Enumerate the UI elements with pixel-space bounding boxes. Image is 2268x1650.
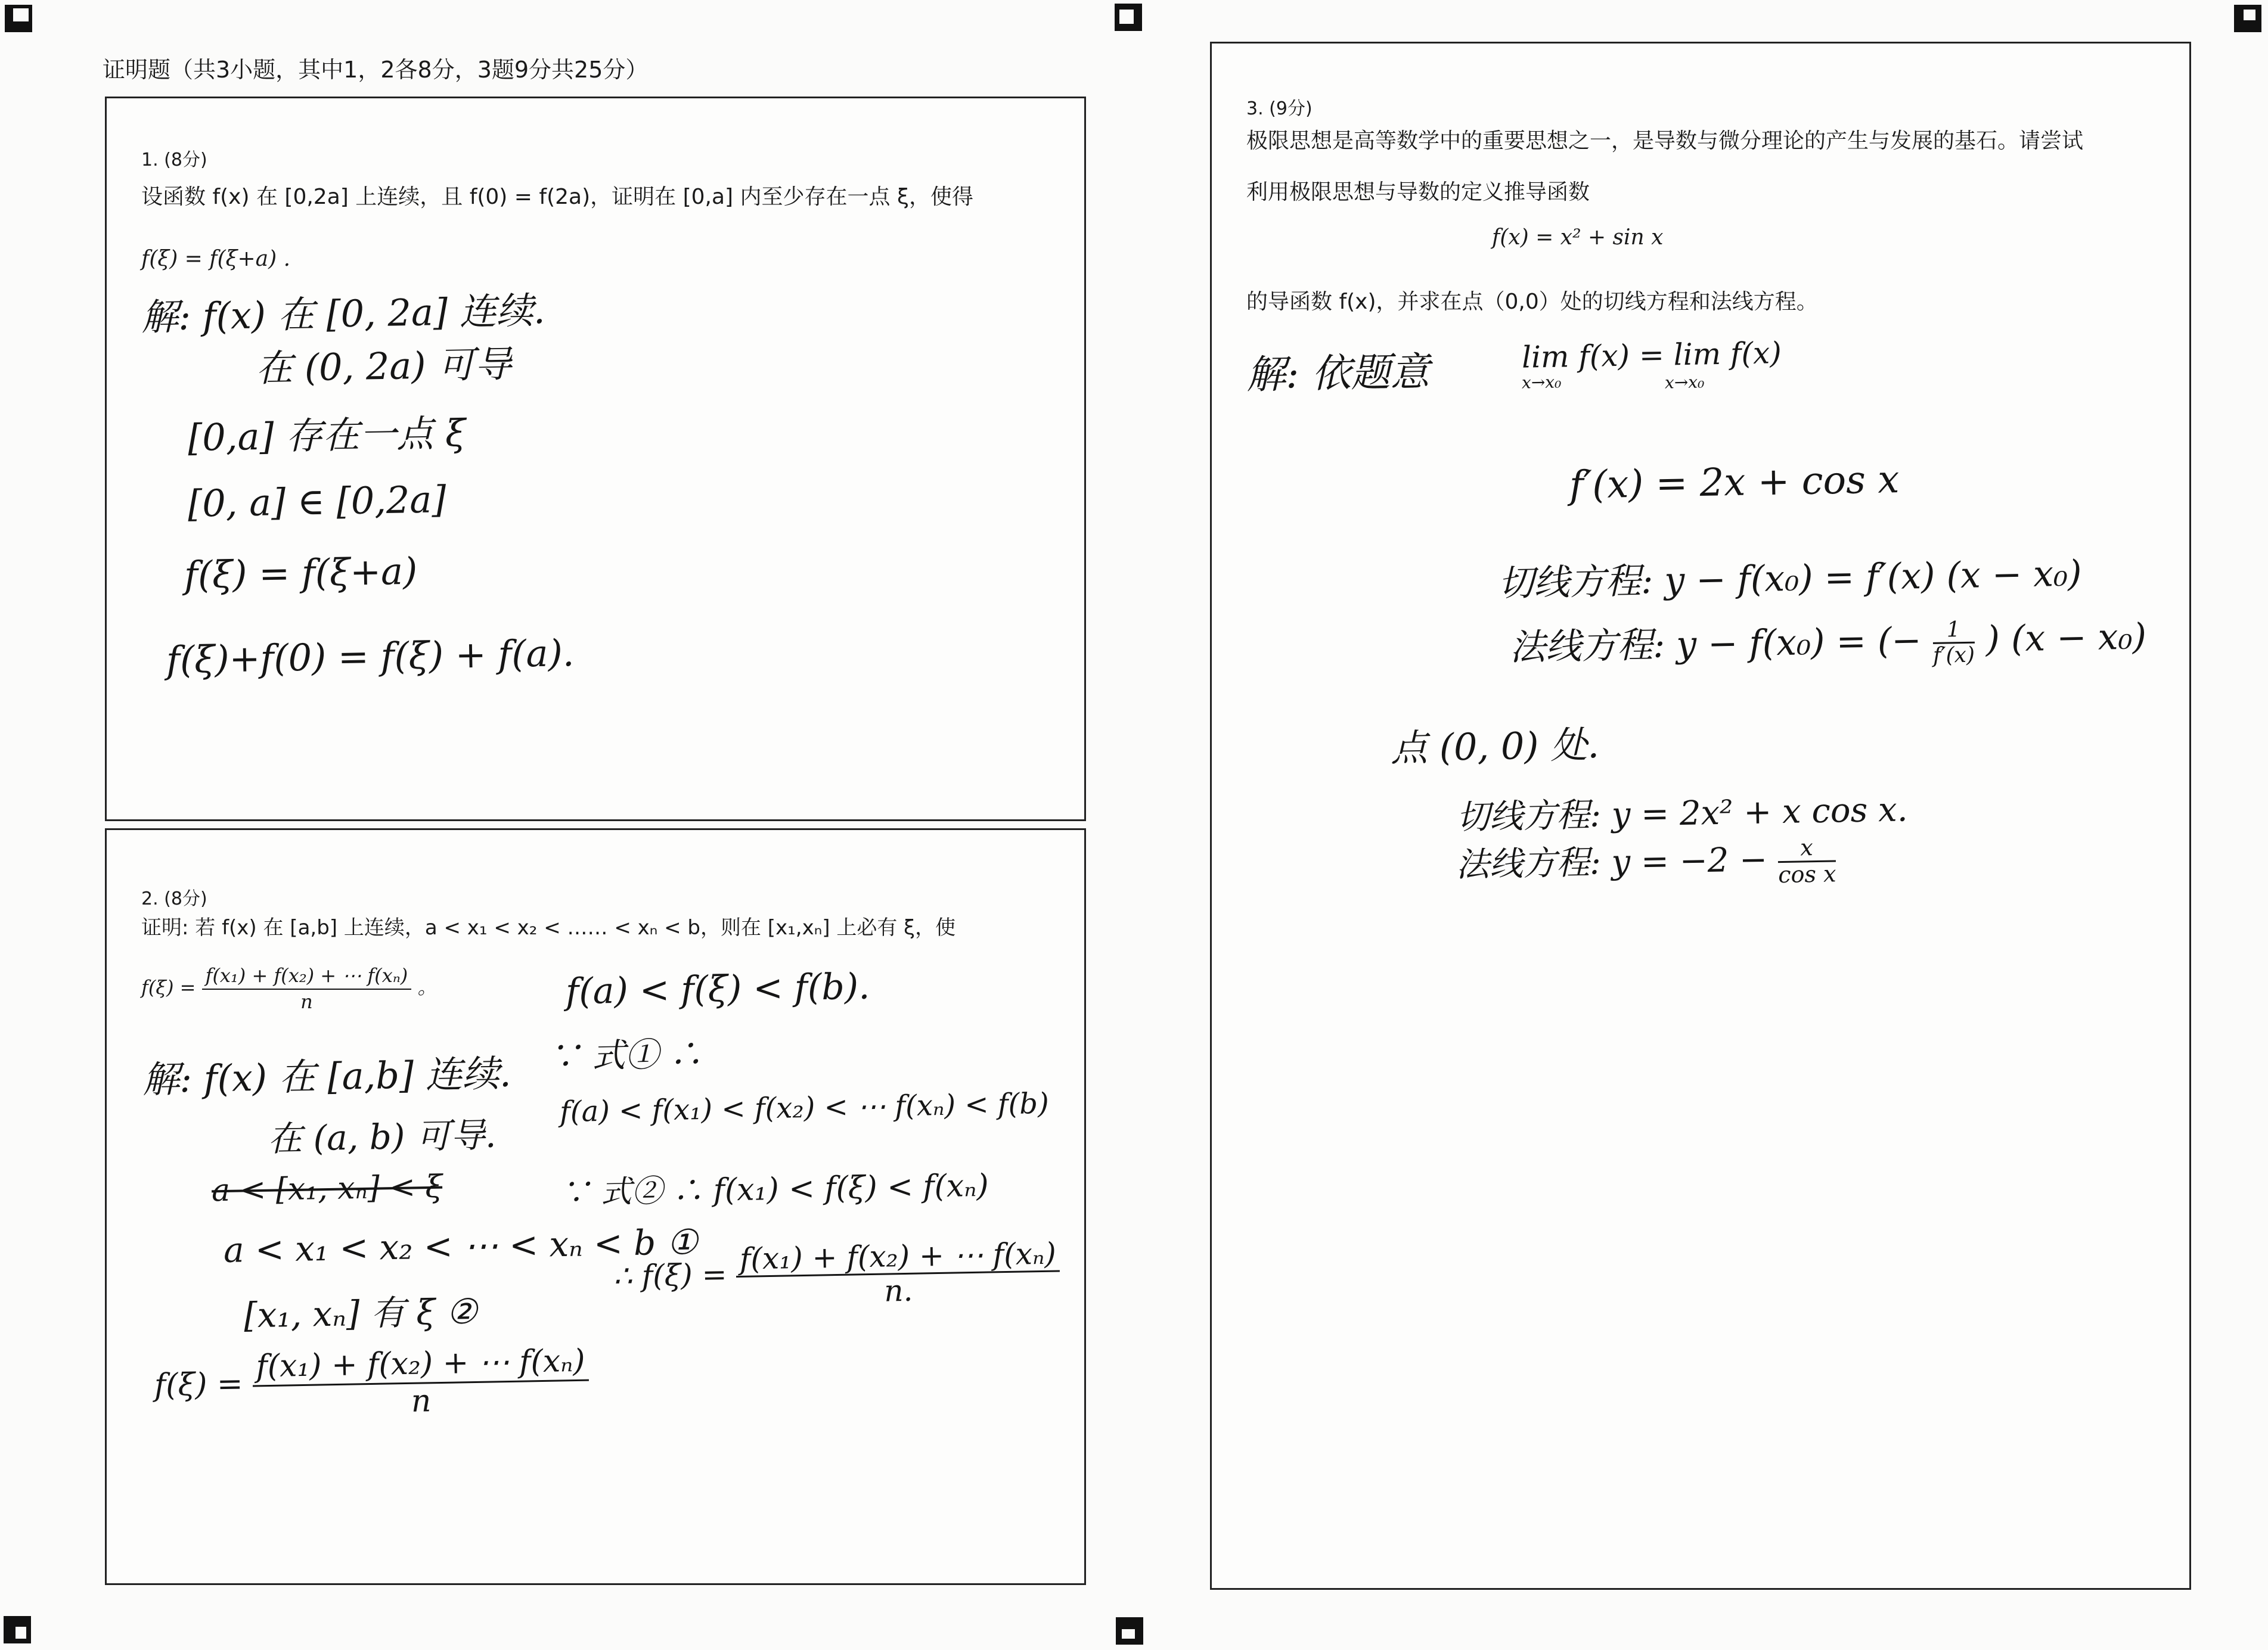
right-page [1134, 0, 2268, 1650]
q3-normal-general-numerator: 1 [1932, 618, 1975, 644]
q2-answer-left-crossed-out: a < [x₁, xₙ] < ξ [211, 1169, 443, 1209]
q1-answer-line-4: [0, a] ∈ [0,2a] [187, 477, 447, 526]
q3-answer-limit-sub-right: x→x₀ [1664, 372, 1705, 393]
q3-answer-tangent-general: 切线方程: y − f(x₀) = f′(x) (x − x₀) [1497, 552, 2083, 605]
q3-answer-intro: 解: 依题意 [1246, 349, 1430, 398]
q3-normal-general-denominator: f′(x) [1932, 642, 1975, 668]
q2-answer-left-numerator: f(x₁) + f(x₂) + ⋯ f(xₙ) [252, 1344, 589, 1387]
question-2-header: 2. (8分) [141, 888, 207, 909]
q3-normal-general-lhs: 法线方程: y − f(x₀) = (− [1509, 619, 1922, 669]
question-1-header: 1. (8分) [141, 150, 207, 170]
registration-mark-top-left [5, 5, 32, 32]
q1-answer-line-6: f(ξ)+f(0) = f(ξ) + f(a). [166, 631, 575, 682]
q2-answer-right-fraction-lhs: ∴ f(ξ) = [613, 1257, 728, 1294]
q3-normal-specific-fraction [1777, 835, 1836, 887]
section-title: 证明题（共3小题，其中1，2各8分，3题9分共25分） [103, 57, 649, 83]
q2-answer-right-denominator: n. [883, 1273, 913, 1309]
question-2-prompt: 证明: 若 f(x) 在 [a,b] 上连续，a < x₁ < x₂ < …… < xₙ < b，则在 [x₁,xₙ] 上必有 ξ，使 [141, 916, 956, 940]
q3-normal-specific-lhs: 法线方程: y = −2 − [1456, 840, 1768, 885]
q3-normal-general-rhs: ) (x − x₀) [1985, 616, 2147, 661]
q2-answer-left-line-3: a < x₁ < x₂ < ⋯ < xₙ < b ① [223, 1222, 699, 1270]
q2-formula-denominator: n [300, 990, 313, 1013]
q2-answer-right-line-4: ∵ 式② ∴ f(x₁) < f(ξ) < f(xₙ) [559, 1167, 989, 1211]
q3-normal-general-fraction [1932, 618, 1975, 667]
question-1-prompt-line-1: 设函数 f(x) 在 [0,2a] 上连续，且 f(0) = f(2a)，证明在 [0,a] 内至少存在一点 ξ，使得 [141, 185, 974, 209]
q2-formula-lhs: f(ξ) = [141, 976, 196, 999]
q2-answer-left-fraction-line [154, 1344, 590, 1424]
q2-formula-numerator: f(x₁) + f(x₂) + ⋯ f(xₙ) [202, 964, 412, 990]
q2-answer-left-line-1: 解: f(x) 在 [a,b] 连续. [142, 1051, 512, 1102]
q2-answer-right-fraction-line [613, 1237, 1060, 1312]
question-1-box [105, 97, 1086, 821]
q2-answer-left-line-2: 在 (a, b) 可导. [267, 1114, 497, 1160]
q3-answer-normal-general [1509, 615, 2146, 675]
q3-answer-tangent-specific: 切线方程: y = 2x² + x cos x. [1456, 790, 1908, 837]
q2-answer-right-numerator: f(x₁) + f(x₂) + ⋯ f(xₙ) [736, 1237, 1060, 1277]
q1-answer-line-5: f(ξ) = f(ξ+a) [184, 549, 418, 597]
question-2-box [105, 828, 1086, 1585]
q2-answer-right-line-3: f(a) < f(x₁) < f(x₂) < ⋯ f(xₙ) < f(b) [559, 1086, 1050, 1129]
question-3-prompt-line-3: 的导函数 f(x)，并求在点（0,0）处的切线方程和法线方程。 [1246, 290, 1818, 314]
q2-answer-left-fraction-lhs: f(ξ) = [154, 1366, 244, 1404]
q1-answer-line-3: [0,a] 存在一点 ξ [187, 411, 466, 460]
question-3-header: 3. (9分) [1246, 98, 1313, 119]
q3-answer-limit-sub-left: x→x₀ [1521, 372, 1562, 393]
q2-answer-left-line-4: [x₁, xₙ] 有 ξ ② [243, 1291, 478, 1336]
registration-mark-bottom-left [4, 1616, 31, 1643]
q2-formula-end: 。 [417, 976, 437, 999]
q3-answer-derivative: f′(x) = 2x + cos x [1569, 458, 1900, 508]
q3-answer-point: 点 (0, 0) 处. [1390, 722, 1600, 770]
q1-answer-line-2: 在 (0, 2a) 可导 [255, 342, 512, 390]
question-1-prompt-line-2: f(ξ) = f(ξ+a) . [141, 247, 291, 271]
q2-answer-right-line-2: ∵ 式① ∴ [547, 1034, 703, 1077]
q1-answer-line-1: 解: f(x) 在 [0, 2a] 连续. [141, 288, 546, 339]
q2-answer-left-denominator: n [411, 1383, 432, 1419]
question-2-formula [141, 964, 436, 1014]
q3-answer-normal-specific [1456, 835, 1836, 893]
question-3-box [1210, 42, 2191, 1590]
question-3-function: f(x) = x² + sin x [1492, 225, 1664, 250]
q2-answer-right-fraction [736, 1237, 1061, 1310]
q3-answer-limit: lim f(x) = lim f(x) [1521, 335, 1782, 375]
q2-answer-left-fraction [252, 1344, 590, 1422]
q2-formula-fraction [202, 964, 412, 1014]
q2-answer-right-line-1: f(a) < f(ξ) < f(b). [565, 965, 870, 1013]
question-3-prompt-line-1: 极限思想是高等数学中的重要思想之一，是导数与微分理论的产生与发展的基石。请尝试 [1246, 129, 2084, 153]
q3-normal-specific-denominator: cos x [1777, 860, 1836, 888]
question-3-prompt-line-2: 利用极限思想与导数的定义推导函数 [1246, 180, 1590, 204]
registration-mark-top-right [2234, 5, 2261, 32]
q3-normal-specific-numerator: x [1777, 835, 1836, 862]
